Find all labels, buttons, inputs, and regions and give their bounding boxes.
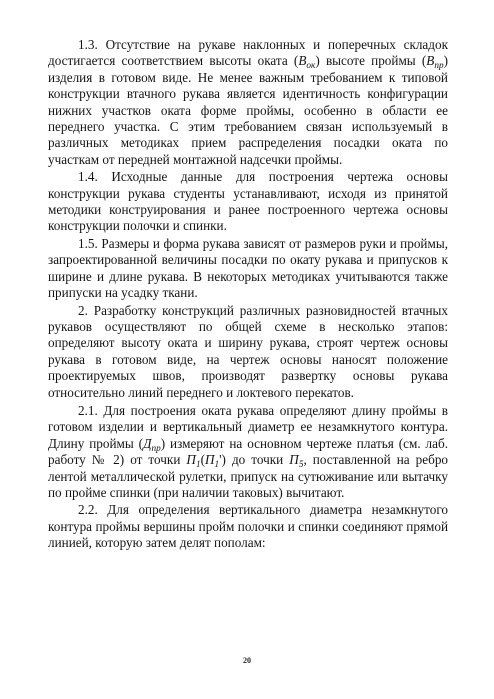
paragraph-1-3-text-c: ) изделия в готовом виде. Не менее важным требованием к типовой конструкции втачного рукава является идентичность конфигурации нижних участков оката форме проймы, особенно в области ее переднего участка. С этим требованием связан используемый в различных методиках прием распределения посадки оката по участкам от передней монтажной надсечки проймы. xyxy=(48,53,448,167)
paragraph-2-1-text-e: , поставленной на ребро лентой металлической рулетки, припуск на сутюживание или вытачку по пройме спинки (при наличии таковых) вычитают. xyxy=(48,452,449,500)
paragraph-2-1-text-c: ( xyxy=(200,452,205,468)
paragraph-1-3 xyxy=(48,37,448,168)
paragraph-1-3-text-a: 1.3. Отсутствие на рукаве наклонных и поперечных складок достигается соответствием высоты оката ( xyxy=(48,37,448,69)
paragraph-2-2: 2.2. Для определения вертикального диаметра незамкнутого контура проймы вершины пройм полочки и спинки соединяют прямой линией, которую затем делят пополам: xyxy=(48,502,448,551)
symbol-p1-prime: $П_1$ xyxy=(204,452,220,469)
symbol-d-pr: $Д_{пр}$ xyxy=(143,435,161,453)
document-page xyxy=(48,37,448,552)
paragraph-2-1-text-a: 2.1. Для построения оката рукава определяют длину проймы в готовом изделии и вертикальный диаметр ее незамкнутого контура. Длину проймы ( xyxy=(48,402,448,451)
paragraph-2-1-text-d: ') до точки xyxy=(219,452,290,468)
paragraph-1-5: 1.5. Размеры и форма рукава зависят от размеров руки и проймы, запроектированной величины посадки по окату рукава и припусков к ширине и длине рукава. В некоторых методиках учитываются также припуски на усадку ткани. xyxy=(48,235,448,301)
symbol-v-pr: $В_{пр}$ xyxy=(426,53,444,71)
paragraph-1-4: 1.4. Исходные данные для построения чертежа основы конструкции рукава студенты устанавливают, исходя из принятой методики конструирования и ранее построенного чертежа основы конструкции полочки и спинки. xyxy=(48,169,448,234)
symbol-p1: $П_1$ xyxy=(186,452,201,469)
paragraph-2: 2. Разработку конструкций различных разновидностей втачных рукавов осуществляют по общей схеме в несколько этапов: определяют высоту оката и ширину рукава, строят чертеж основы рукава в готовом виде, на чертеж основы наносят положение проектируемых швов, производят развертку основы рукава относительно линий переднего и локтевого перекатов. xyxy=(48,302,448,400)
paragraph-2-1-text-b: ) измеряют на основном чертеже платья (см. лаб. работу № 2) от точки xyxy=(48,435,449,468)
paragraph-1-3-text-b: ) высоте проймы ( xyxy=(315,53,427,69)
symbol-v-ok: $В_{ок}$ xyxy=(298,53,316,71)
symbol-p5: $П_5$ xyxy=(289,452,304,469)
paragraph-2-1 xyxy=(48,403,448,501)
page-number: 20 xyxy=(243,656,251,665)
